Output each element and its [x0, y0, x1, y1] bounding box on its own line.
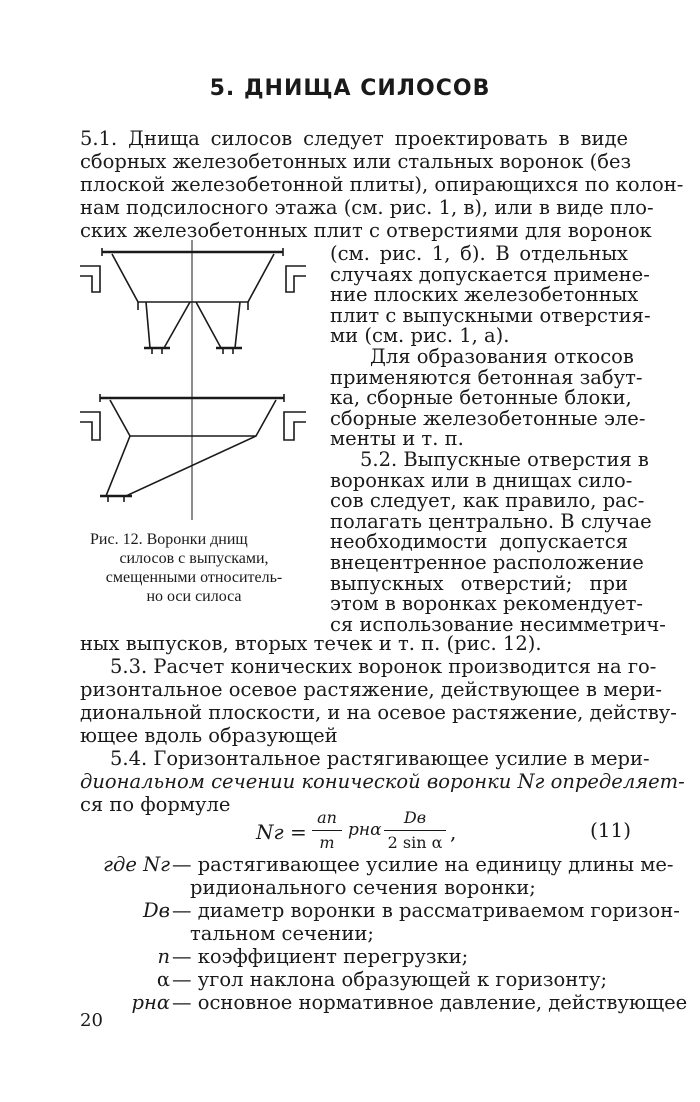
page-number: 20 [80, 1010, 103, 1031]
def-text: — растягивающее усилие на единицу длины ме- [172, 853, 674, 876]
text-line: воронках или в днищах сило- [330, 468, 633, 492]
def-symbol: где Nг [103, 853, 170, 876]
text-line: Для образования откосов [370, 345, 634, 368]
text-line: ющее вдоль образующей [80, 724, 338, 747]
text-line: ся использование несимметрич- [330, 612, 666, 636]
text-line: плит с выпускными отверстия- [330, 303, 651, 327]
figure-caption-line: но оси силоса [146, 588, 242, 605]
formula-pressure: pнα [348, 820, 382, 840]
text-line: ние плоских железобетонных [330, 283, 639, 307]
text-line: 5.1. Днища силосов следует проектировать в виде [80, 127, 628, 150]
text-line: 5.3. Расчет конических воронок производится на го- [110, 655, 657, 678]
def-text: — диаметр воронки в рассматриваемом горизон- [172, 899, 680, 922]
formula-frac2-num: Dв [403, 808, 427, 827]
figure-caption-line: смещенными относитель- [105, 569, 283, 586]
text-line: диональном сечении конической воронки Nг определяет- [80, 770, 685, 793]
text-line: сборные железобетонные эле- [330, 406, 646, 430]
def-text: — коэффициент перегрузки; [172, 945, 469, 968]
formula-frac1-bar [312, 830, 342, 831]
text-line: ных выпусков, вторых течек и т. п. (рис. 12). [80, 632, 542, 655]
def-text: — угол наклона образующей к горизонту; [172, 968, 608, 991]
text-line: менты и т. п. [330, 427, 464, 451]
text-line: ми (см. рис. 1, а). [330, 324, 510, 348]
figure-caption-line: Рис. 12. Воронки днищ [90, 531, 248, 548]
text-line: полагать центрально. В случае [330, 509, 652, 533]
formula-frac1-den: m [319, 833, 335, 852]
text-line: диональной плоскости, и на осевое растяжение, действу- [80, 701, 677, 724]
text-line: ризонтальное осевое растяжение, действующее в мери- [80, 678, 662, 701]
text-line: этом в воронках рекомендует- [330, 592, 643, 616]
text-line: нам подсилосного этажа (см. рис. 1, в), или в виде пло- [80, 196, 654, 219]
def-symbol: Dв [143, 899, 170, 922]
text-line: ских железобетонных плит с отверстиями для воронок [80, 219, 652, 242]
text-line: ка, сборные бетонные блоки, [330, 386, 632, 410]
def-symbol: pнα [131, 991, 170, 1014]
text-line: выпускных отверстий; при [330, 571, 628, 595]
text-line: применяются бетонная забут- [330, 365, 643, 389]
formula-frac2-den: 2 sin α [387, 833, 443, 852]
formula-tail: , [450, 820, 457, 844]
def-symbol: n [157, 945, 170, 968]
formula-frac2-bar [384, 830, 446, 831]
text-line: сборных железобетонных или стальных воронок (без [80, 150, 632, 173]
text-line: внецентренное расположение [330, 551, 644, 574]
text-line: случаях допускается примене- [330, 262, 650, 286]
section-title: 5. ДНИЩА СИЛОСОВ [209, 76, 491, 101]
text-line: (см. рис. 1, б). В отдельных [330, 242, 628, 265]
formula-number: (11) [590, 818, 632, 842]
def-cont: тальном сечении; [190, 922, 374, 945]
formula-lhs: Nг = [256, 820, 307, 844]
text-line: 5.2. Выпускные отверстия в [360, 448, 649, 471]
def-symbol: α [156, 968, 170, 991]
text-line: 5.4. Горизонтальное растягивающее усилие в мери- [110, 747, 650, 770]
text-line: ся по формуле [80, 793, 231, 816]
text-line: сов следует, как правило, рас- [330, 489, 645, 513]
figure-caption-line: силосов с выпусками, [119, 550, 269, 567]
figure-silo-hoppers [78, 240, 308, 520]
def-cont: ридионального сечения воронки; [190, 876, 536, 899]
text-line: плоской железобетонной плиты), опирающихся по колон- [80, 173, 684, 196]
def-text: — основное нормативное давление, действующее [172, 991, 688, 1014]
formula-frac1-num: an [317, 808, 337, 827]
text-line: необходимости допускается [330, 530, 628, 554]
